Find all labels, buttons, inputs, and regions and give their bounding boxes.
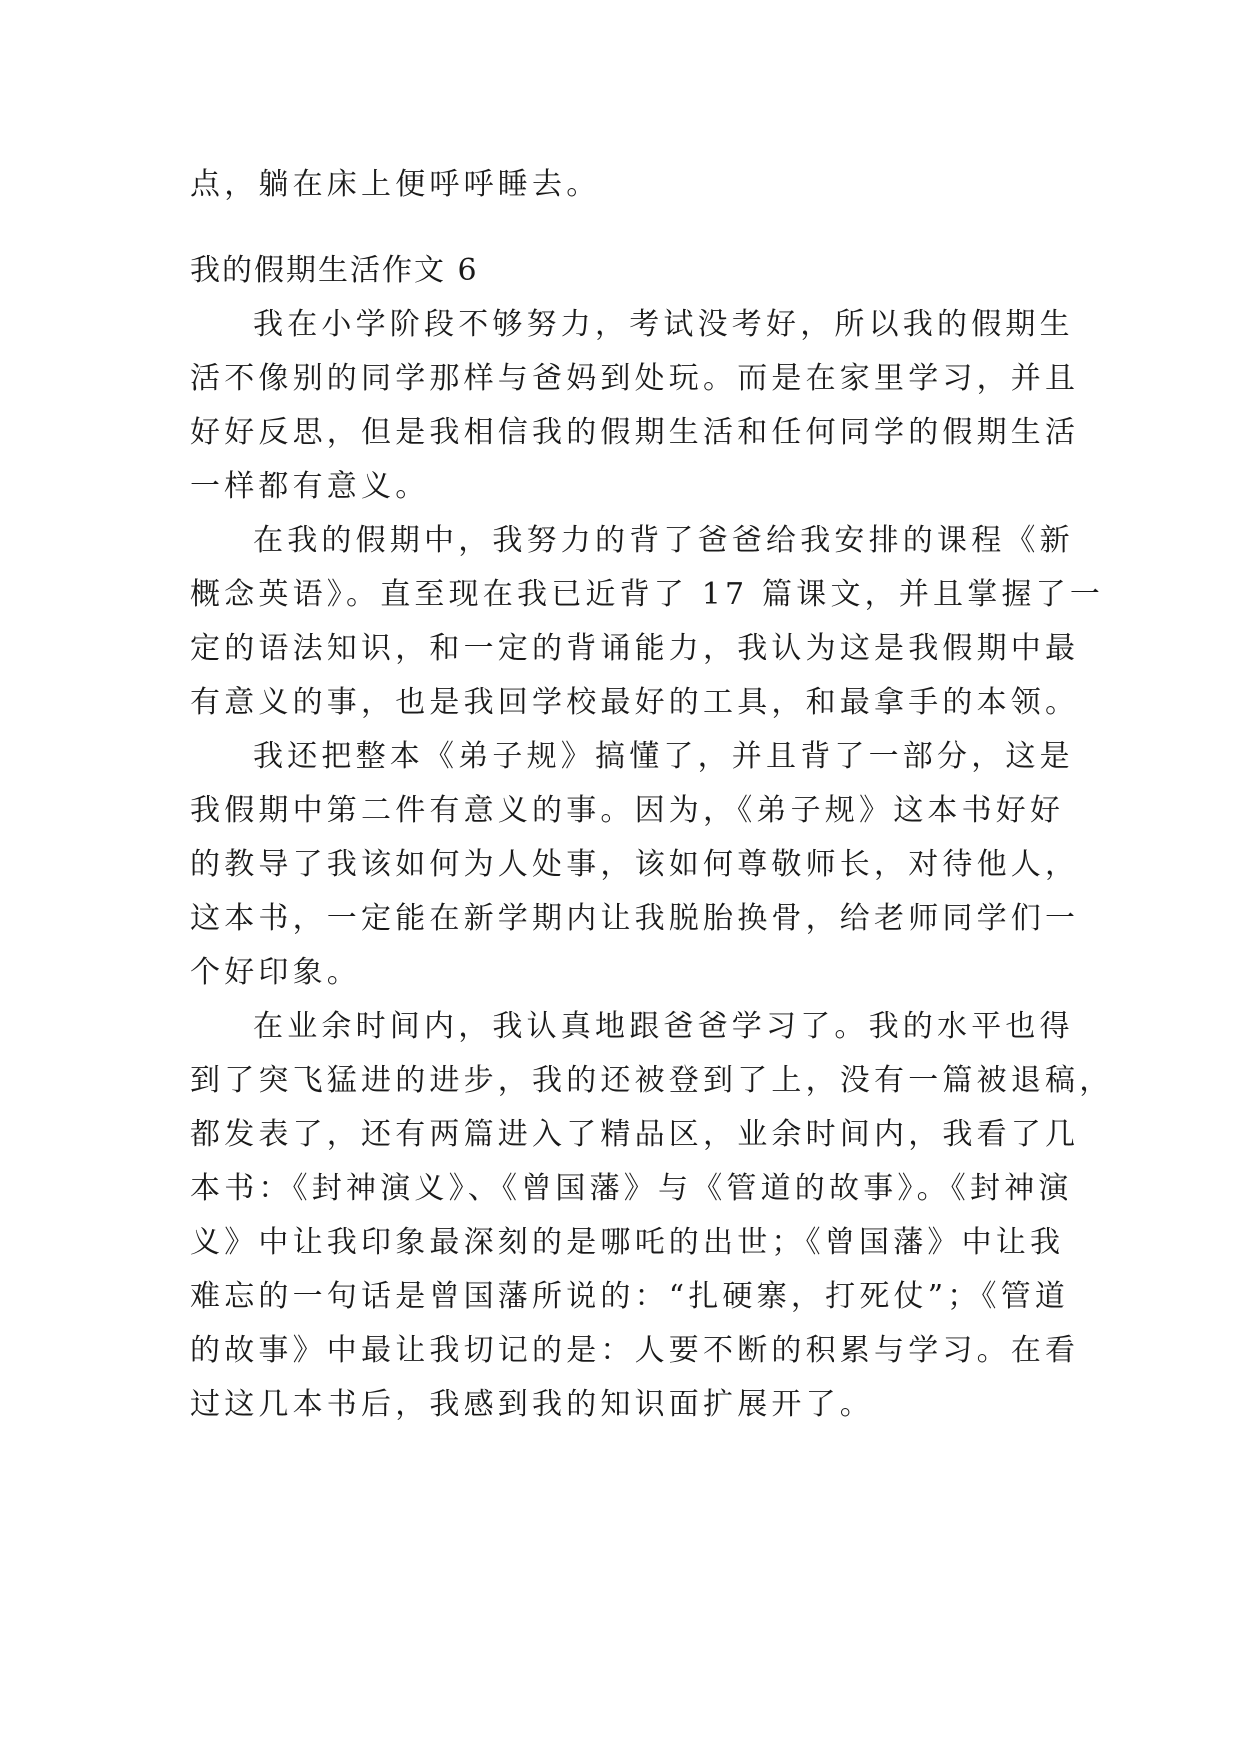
paragraph-4-line-1: 在业余时间内，我认真地跟爸爸学习了。我的水平也得: [253, 1009, 1074, 1044]
paragraph-1-line-1: 我在小学阶段不够努力，考试没考好，所以我的假期生: [253, 307, 1074, 342]
paragraph-4-line-4: 本书：《封神演义》、《曾国藩》与《管道的故事》。《封神演: [190, 1171, 1073, 1206]
paragraph-4-line-7: 的故事》中最让我切记的是：人要不断的积累与学习。在看: [190, 1333, 1080, 1368]
paragraph-3-line-4: 这本书，一定能在新学期内让我脱胎换骨，给老师同学们一: [190, 901, 1080, 936]
paragraph-2-line-2: 概念英语》。直至现在我已近背了 17 篇课文，并且掌握了一: [190, 577, 1105, 612]
paragraph-3-line-5: 个好印象。: [190, 955, 361, 990]
paragraph-4-line-6: 难忘的一句话是曾国藩所说的：“扎硬寨，打死仗”；《管道: [190, 1279, 1070, 1314]
paragraph-1-line-4: 一样都有意义。: [190, 469, 430, 504]
paragraph-2-line-3: 定的语法知识，和一定的背诵能力，我认为这是我假期中最: [190, 631, 1080, 666]
section-title: 我的假期生活作文 6: [190, 253, 479, 288]
paragraph-3-line-2: 我假期中第二件有意义的事。因为，《弟子规》这本书好好: [190, 793, 1065, 828]
paragraph-4-line-2: 到了突飞猛进的进步，我的还被登到了上，没有一篇被退稿，: [190, 1063, 1114, 1098]
paragraph-4-line-8: 过这几本书后，我感到我的知识面扩展开了。: [190, 1387, 874, 1422]
paragraph-4-line-3: 都发表了，还有两篇进入了精品区，业余时间内，我看了几: [190, 1117, 1080, 1152]
paragraph-2-line-1: 在我的假期中，我努力的背了爸爸给我安排的课程《新: [253, 523, 1074, 558]
previous-section-tail: 点，躺在床上便呼呼睡去。: [190, 167, 601, 202]
paragraph-1-line-3: 好好反思，但是我相信我的假期生活和任何同学的假期生活: [190, 415, 1080, 450]
paragraph-2-line-4: 有意义的事，也是我回学校最好的工具，和最拿手的本领。: [190, 685, 1080, 720]
paragraph-4-line-5: 义》中让我印象最深刻的是哪吒的出世；《曾国藩》中让我: [190, 1225, 1065, 1260]
paragraph-3-line-3: 的教导了我该如何为人处事，该如何尊敬师长，对待他人，: [190, 847, 1080, 882]
paragraph-1-line-2: 活不像别的同学那样与爸妈到处玩。而是在家里学习，并且: [190, 361, 1080, 396]
paragraph-3-line-1: 我还把整本《弟子规》搞懂了，并且背了一部分，这是: [253, 739, 1074, 774]
